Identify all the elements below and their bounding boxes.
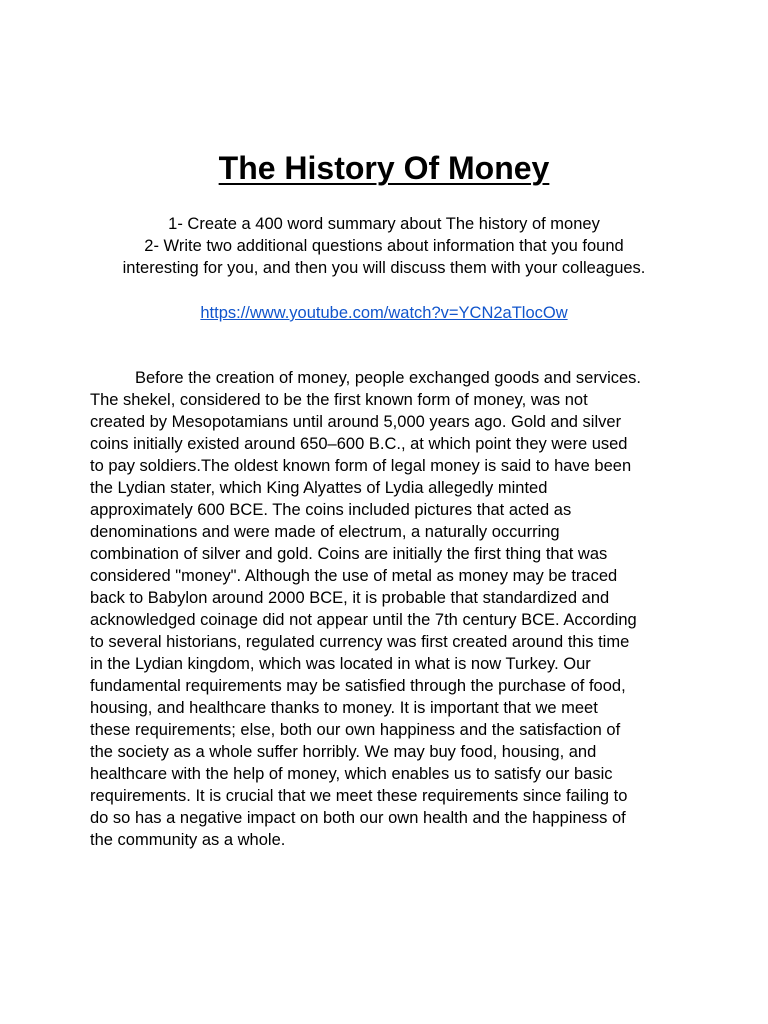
paragraph-line: requirements. It is crucial that we meet these requirements since failing to bbox=[90, 787, 628, 805]
instruction-line-2: 2- Write two additional questions about information that you found bbox=[144, 237, 624, 255]
paragraph-line: to several historians, regulated currency was first created around this time bbox=[90, 633, 630, 651]
paragraph-line: the Lydian stater, which King Alyattes of Lydia allegedly minted bbox=[90, 479, 548, 497]
paragraph-line: back to Babylon around 2000 BCE, it is probable that standardized and bbox=[90, 589, 610, 607]
paragraph-line: approximately 600 BCE. The coins included pictures that acted as bbox=[90, 501, 572, 519]
paragraph-line: Before the creation of money, people exchanged goods and services. bbox=[135, 369, 642, 387]
paragraph-line: considered "money". Although the use of metal as money may be traced bbox=[90, 567, 618, 585]
paragraph-line: the community as a whole. bbox=[90, 831, 286, 849]
paragraph-line: to pay soldiers.The oldest known form of legal money is said to have been bbox=[90, 457, 632, 475]
paragraph-line: combination of silver and gold. Coins are initially the first thing that was bbox=[90, 545, 608, 563]
summary-paragraph bbox=[90, 367, 690, 851]
video-link[interactable]: https://www.youtube.com/watch?v=YCN2aTlocOw bbox=[200, 304, 568, 322]
paragraph-line: healthcare with the help of money, which enables us to satisfy our basic bbox=[90, 765, 613, 783]
instructions bbox=[60, 213, 708, 279]
paragraph-line: fundamental requirements may be satisfied through the purchase of food, bbox=[90, 677, 626, 695]
page-title: The History Of Money bbox=[218, 150, 550, 186]
paragraph-line: the society as a whole suffer horribly. We may buy food, housing, and bbox=[90, 743, 597, 761]
paragraph-line: in the Lydian kingdom, which was located in what is now Turkey. Our bbox=[90, 655, 591, 673]
instruction-line-1: 1- Create a 400 word summary about The history of money bbox=[168, 215, 600, 233]
paragraph-line: denominations and were made of electrum, a naturally occurring bbox=[90, 523, 560, 541]
paragraph-line: these requirements; else, both our own happiness and the satisfaction of bbox=[90, 721, 621, 739]
paragraph-line: housing, and healthcare thanks to money. It is important that we meet bbox=[90, 699, 598, 717]
instruction-line-3: interesting for you, and then you will discuss them with your colleagues. bbox=[122, 259, 646, 277]
paragraph-line: coins initially existed around 650–600 B.C., at which point they were used bbox=[90, 435, 628, 453]
video-link-paragraph bbox=[0, 302, 768, 324]
paragraph-line: created by Mesopotamians until around 5,000 years ago. Gold and silver bbox=[90, 413, 622, 431]
paragraph-line: The shekel, considered to be the first known form of money, was not bbox=[90, 391, 588, 409]
paragraph-line: acknowledged coinage did not appear until the 7th century BCE. According bbox=[90, 611, 637, 629]
paragraph-line: do so has a negative impact on both our own health and the happiness of bbox=[90, 809, 626, 827]
